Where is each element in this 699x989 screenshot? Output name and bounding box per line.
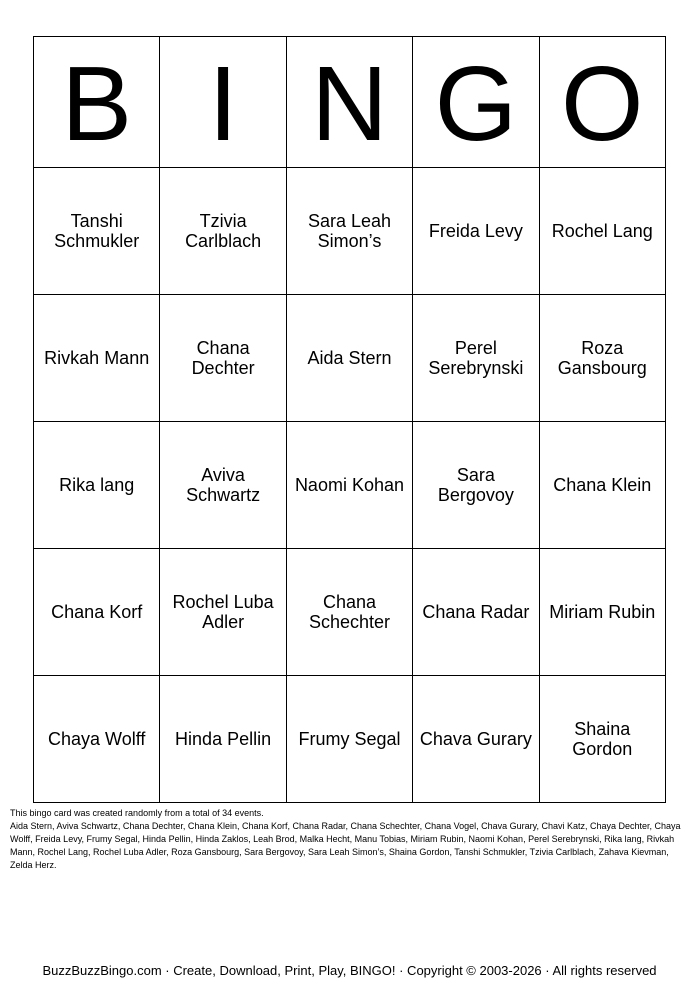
- card-row: [34, 295, 666, 422]
- card-cell: Chaya Wolff: [34, 676, 160, 803]
- card-cell: Chava Gurary: [413, 676, 539, 803]
- card-cell: Rochel Lang: [539, 168, 665, 295]
- card-cell: Perel Serebrynski: [413, 295, 539, 422]
- header-letter-o: O: [539, 37, 665, 168]
- card-cell: Rochel Luba Adler: [160, 549, 286, 676]
- card-cell: Rika lang: [34, 422, 160, 549]
- header-letter-i: I: [160, 37, 286, 168]
- card-cell: Aida Stern: [286, 295, 412, 422]
- card-cell: Sara Bergovoy: [413, 422, 539, 549]
- card-cell: Miriam Rubin: [539, 549, 665, 676]
- card-cell: Tanshi Schmukler: [34, 168, 160, 295]
- card-cell: Sara Leah Simon’s: [286, 168, 412, 295]
- card-row: [34, 549, 666, 676]
- header-letter-n: N: [286, 37, 412, 168]
- card-cell: Chana Radar: [413, 549, 539, 676]
- card-row: [34, 676, 666, 803]
- card-cell: Chana Dechter: [160, 295, 286, 422]
- card-cell: Shaina Gordon: [539, 676, 665, 803]
- card-cell: Aviva Schwartz: [160, 422, 286, 549]
- bingo-card: [33, 36, 666, 803]
- card-cell: Chana Korf: [34, 549, 160, 676]
- card-note-event-list: Aida Stern, Aviva Schwartz, Chana Dechter, Chana Klein, Chana Korf, Chana Radar, Chana Schechter, Chana Vogel, Chava Gurary, Chavi Katz, Chaya Dechter, Chaya Wolff, Freida Levy, Frumy Segal, Hinda Pellin, Hinda Zaklos, Leah Brod, Malka Hecht, Manu Tobias, Miriam Rubin, Naomi Kohan, Perel Serebrynski, Rika lang, Rivkah Mann, Rochel Lang, Rochel Luba Adler, Roza Gansbourg, Sara Bergovoy, Sara Leah Simon’s, Shaina Gordon, Tanshi Schmukler, Tzivia Carlblach, Zahava Kievman, Zelda Herz.: [10, 821, 681, 870]
- card-cell: Chana Schechter: [286, 549, 412, 676]
- header-row: [34, 37, 666, 168]
- card-cell: Hinda Pellin: [160, 676, 286, 803]
- card-note-intro: This bingo card was created randomly from a total of 34 events.: [10, 808, 264, 818]
- card-cell: Tzivia Carlblach: [160, 168, 286, 295]
- card-cell: Rivkah Mann: [34, 295, 160, 422]
- card-cell: Frumy Segal: [286, 676, 412, 803]
- card-cell: Roza Gansbourg: [539, 295, 665, 422]
- header-letter-g: G: [413, 37, 539, 168]
- card-row: [34, 422, 666, 549]
- page-footer: BuzzBuzzBingo.com · Create, Download, Print, Play, BINGO! · Copyright © 2003-2026 · All rights reserved: [42, 963, 657, 978]
- card-row: [34, 168, 666, 295]
- card-cell: Freida Levy: [413, 168, 539, 295]
- card-cell: Chana Klein: [539, 422, 665, 549]
- card-note: [10, 807, 690, 872]
- card-cell: Naomi Kohan: [286, 422, 412, 549]
- header-letter-b: B: [34, 37, 160, 168]
